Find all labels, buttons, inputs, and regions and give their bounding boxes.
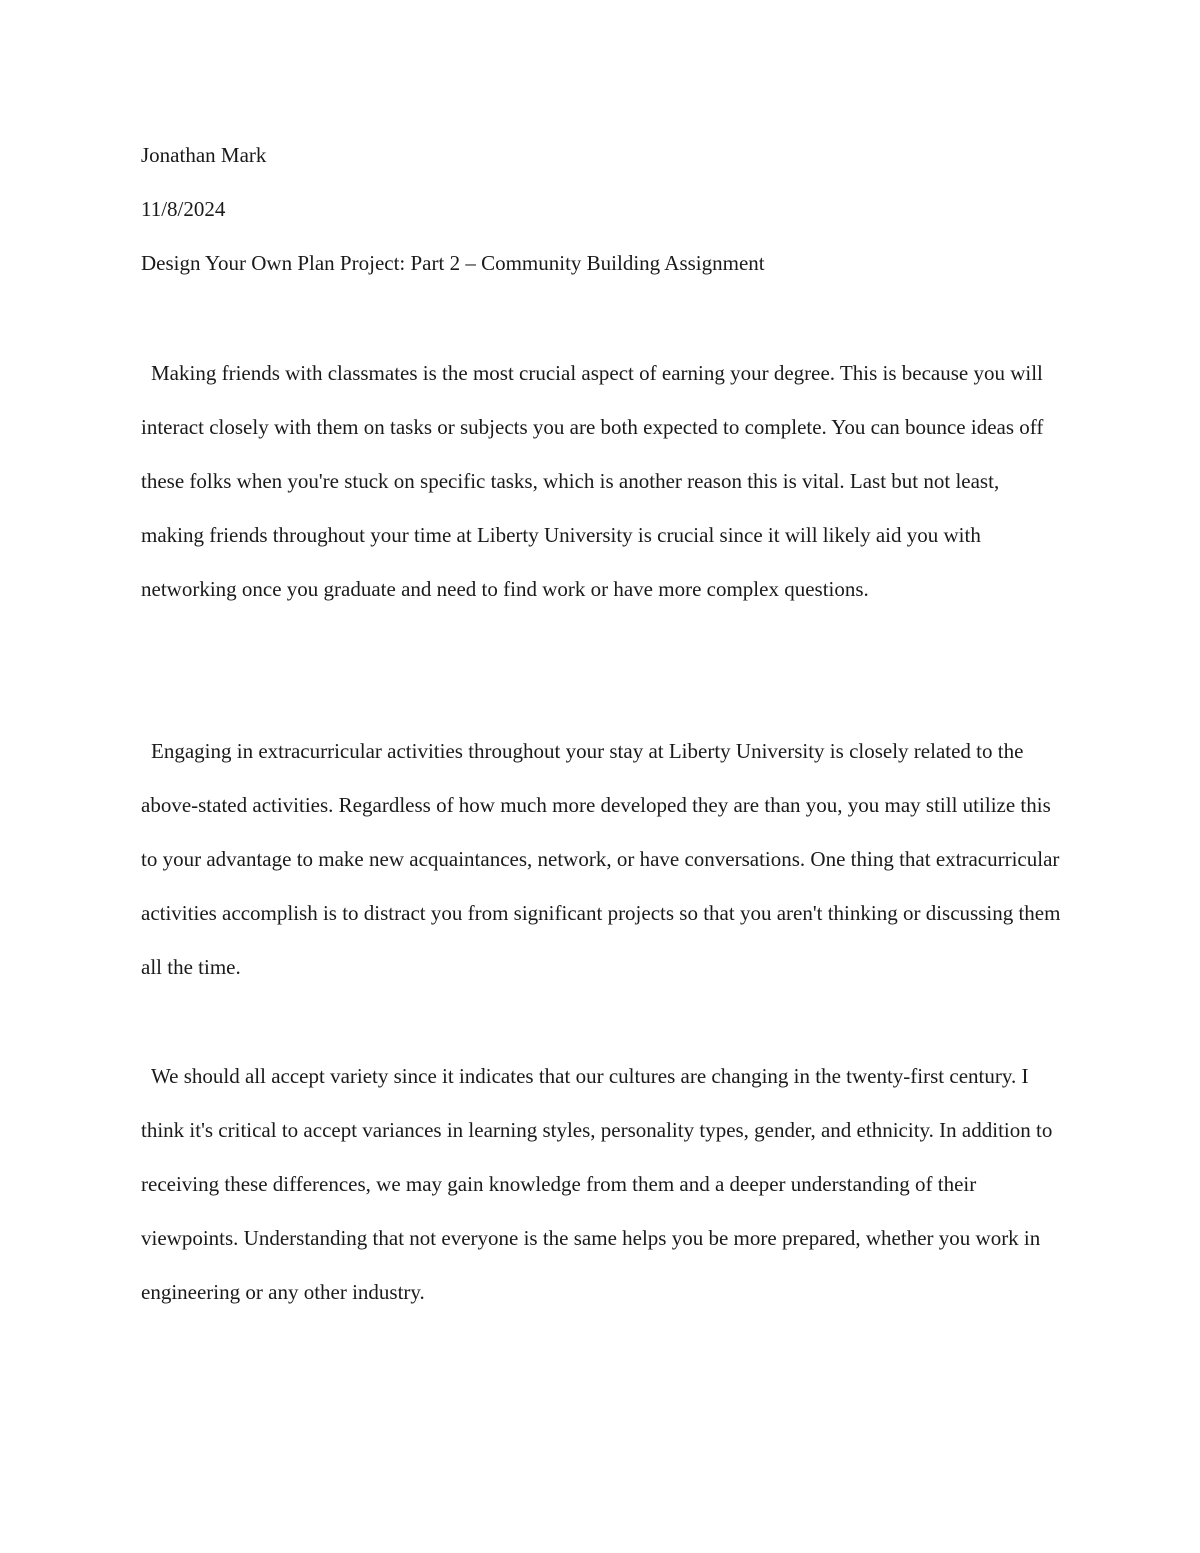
body-paragraph-1: Making friends with classmates is the most crucial aspect of earning your degree. This is because you will interact closely with them on tasks or subjects you are both expected to complete. You can bounce ideas off these folks when you're stuck on specific tasks, which is another reason this is vital. Last but not least, making friends throughout your time at Liberty University is crucial since it will likely aid you with networking once you graduate and need to find work or have more complex questions. xyxy=(141,361,1044,601)
body-paragraph-2: Engaging in extracurricular activities throughout your stay at Liberty University is closely related to the above-stated activities. Regardless of how much more developed they are than you, you may still utilize this to your advantage to make new acquaintances, network, or have conversations. One thing that extracurricular activities accomplish is to distract you from significant projects so that you aren't thinking or discussing them all the time. xyxy=(141,739,1061,979)
document-title: Design Your Own Plan Project: Part 2 – Community Building Assignment xyxy=(141,251,765,275)
author-name: Jonathan Mark xyxy=(141,143,267,167)
document-date: 11/8/2024 xyxy=(141,197,226,221)
body-paragraph-3: We should all accept variety since it indicates that our cultures are changing in the twenty-first century. I think it's critical to accept variances in learning styles, personality types, gender, and ethnicity. In addition to receiving these differences, we may gain knowledge from them and a deeper understanding of their viewpoints. Understanding that not everyone is the same helps you be more prepared, whether you work in engineering or any other industry. xyxy=(141,1064,1053,1304)
